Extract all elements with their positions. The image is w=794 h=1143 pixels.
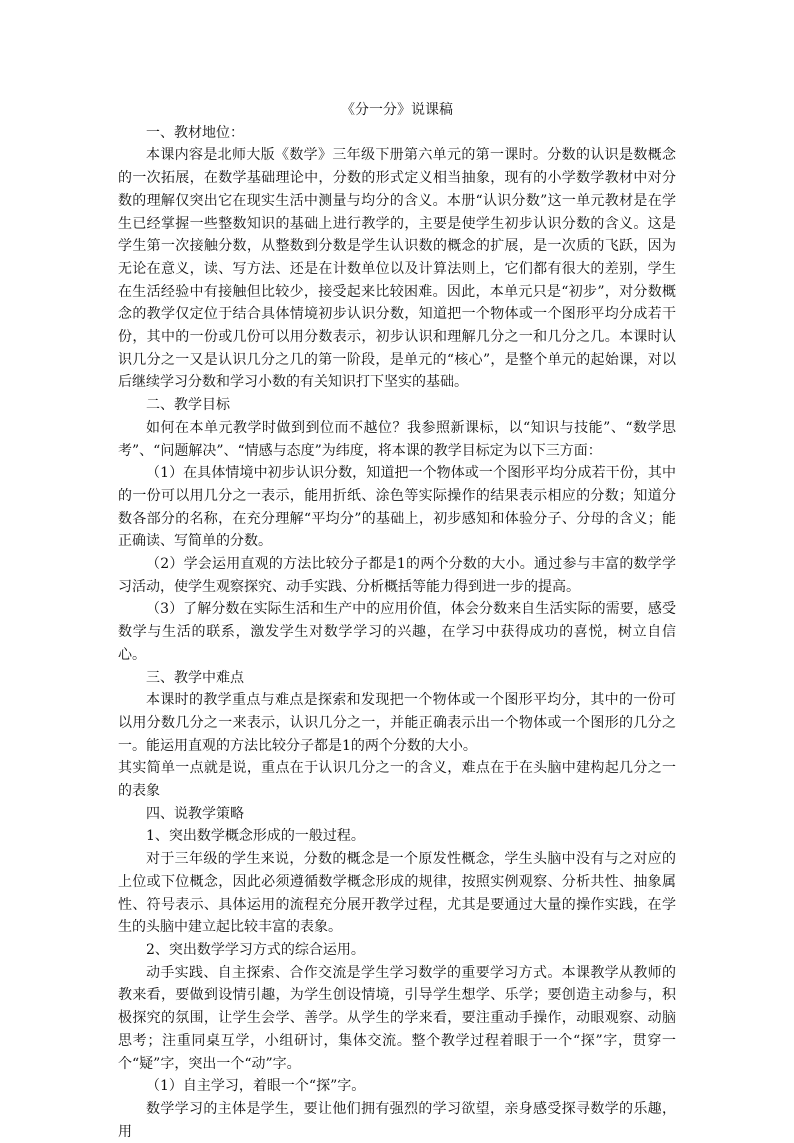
section-heading-1: 一、教材地位： bbox=[146, 124, 244, 141]
section-heading-3: 三、教学中难点 bbox=[146, 669, 244, 686]
paragraph: 本课内容是北师大版《数学》三年级下册第六单元的第一课时。分数的认识是数概念的一次拓展，在数学基础理论中，分数的形式定义相当抽象，现有的小学数学教材中对分数的理解仅突出它在现实生活中测量与均分的含义。本册“认识分数”这一单元教材是在学生已经掌握一些整数知识的基础上进行教学的，主要是使学生初步认识分数的含义。这是学生第一次接触分数，从整数到分数是学生认识数的概念的扩展，是一次质的飞跃，因为无论在意义，读、写方法、还是在计数单位以及计算法则上，它们都有很大的差别，学生在生活经验中有接触但比较少，接受起来比较困难。因此，本单元只是“初步”，对分数概念的教学仅定位于结合具体情境初步认识分数，知道把一个物体或一个图形平均分成若干份，其中的一份或几份可以用分数表示，初步认识和理解几分之一和几分之几。本课时认识几分之一又是认识几分之几的第一阶段，是单元的“核心”，是整个单元的起始课，对以后继续学习分数和学习小数的有关知识打下坚实的基础。 bbox=[118, 147, 676, 391]
subheading: 1、突出数学概念形成的一般过程。 bbox=[146, 828, 365, 845]
paragraph: （1）在具体情境中初步认识分数，知道把一个物体或一个图形平均分成若干份，其中的一份可以用几分之一表示，能用折纸、涂色等实际操作的结果表示相应的分数；知道分数各部分的名称，在充分理解“平均分”的基础上，初步感知和体验分子、分母的含义；能正确读、写简单的分数。 bbox=[118, 465, 676, 550]
paragraph: 动手实践、自主探索、合作交流是学生学习数学的重要学习方式。本课教学从教师的教来看，要做到设情引趣，为学生创设情境，引导学生想学、乐学；要创造主动参与，积极探究的氛围，让学生会学、善学。从学生的学来看，要注重动手操作，动眼观察、动脑思考；注重同桌互学，小组研讨，集体交流。整个教学过程着眼于一个“探”字，贯穿一个“疑”字，突出一个“动”字。 bbox=[118, 964, 676, 1072]
subheading: （1）自主学习，着眼一个“探”字。 bbox=[146, 1078, 366, 1095]
section-heading-2: 二、教学目标 bbox=[146, 397, 230, 414]
paragraph: 数学学习的主体是学生，要让他们拥有强烈的学习欲望，亲身感受探寻数学的乐趣，用 bbox=[118, 1100, 676, 1140]
paragraph: （3）了解分数在实际生活和生产中的应用价值，体会分数来自生活实际的需要，感受数学与生活的联系，激发学生对数学学习的兴趣，在学习中获得成功的喜悦，树立自信心。 bbox=[118, 601, 676, 663]
paragraph: 如何在本单元教学时做到到位而不越位？我参照新课标，以“知识与技能”、“数学思考”、“问题解决”、“情感与态度”为纬度，将本课的教学目标定为以下三方面： bbox=[118, 419, 676, 459]
document-page bbox=[118, 99, 676, 1143]
subheading: 2、突出数学学习方式的综合运用。 bbox=[146, 942, 365, 958]
paragraph: 对于三年级的学生来说，分数的概念是一个原发性概念，学生头脑中没有与之对应的上位或下位概念，因此必须遵循数学概念形成的规律，按照实例观察、分析共性、抽象属性、符号表示、具体运用的流程充分展开教学过程，尤其是要通过大量的操作实践，在学生的头脑中建立起比较丰富的表象。 bbox=[118, 851, 676, 936]
paragraph: 本课时的教学重点与难点是探索和发现把一个物体或一个图形平均分，其中的一份可以用分数几分之一来表示，认识几分之一，并能正确表示出一个物体或一个图形的几分之一。能运用直观的方法比较分子都是1的两个分数的大小。 bbox=[118, 692, 676, 754]
section-heading-4: 四、说教学策略 bbox=[146, 805, 244, 822]
paragraph: 其实简单一点就是说，重点在于认识几分之一的含义，难点在于在头脑中建构起几分之一的表象 bbox=[118, 760, 676, 800]
document-title: 《分一分》说课稿 bbox=[341, 102, 453, 118]
paragraph: （2）学会运用直观的方法比较分子都是1的两个分数的大小。通过参与丰富的数学学习活动，使学生观察探究、动手实践、分析概括等能力得到进一步的提高。 bbox=[118, 556, 676, 595]
